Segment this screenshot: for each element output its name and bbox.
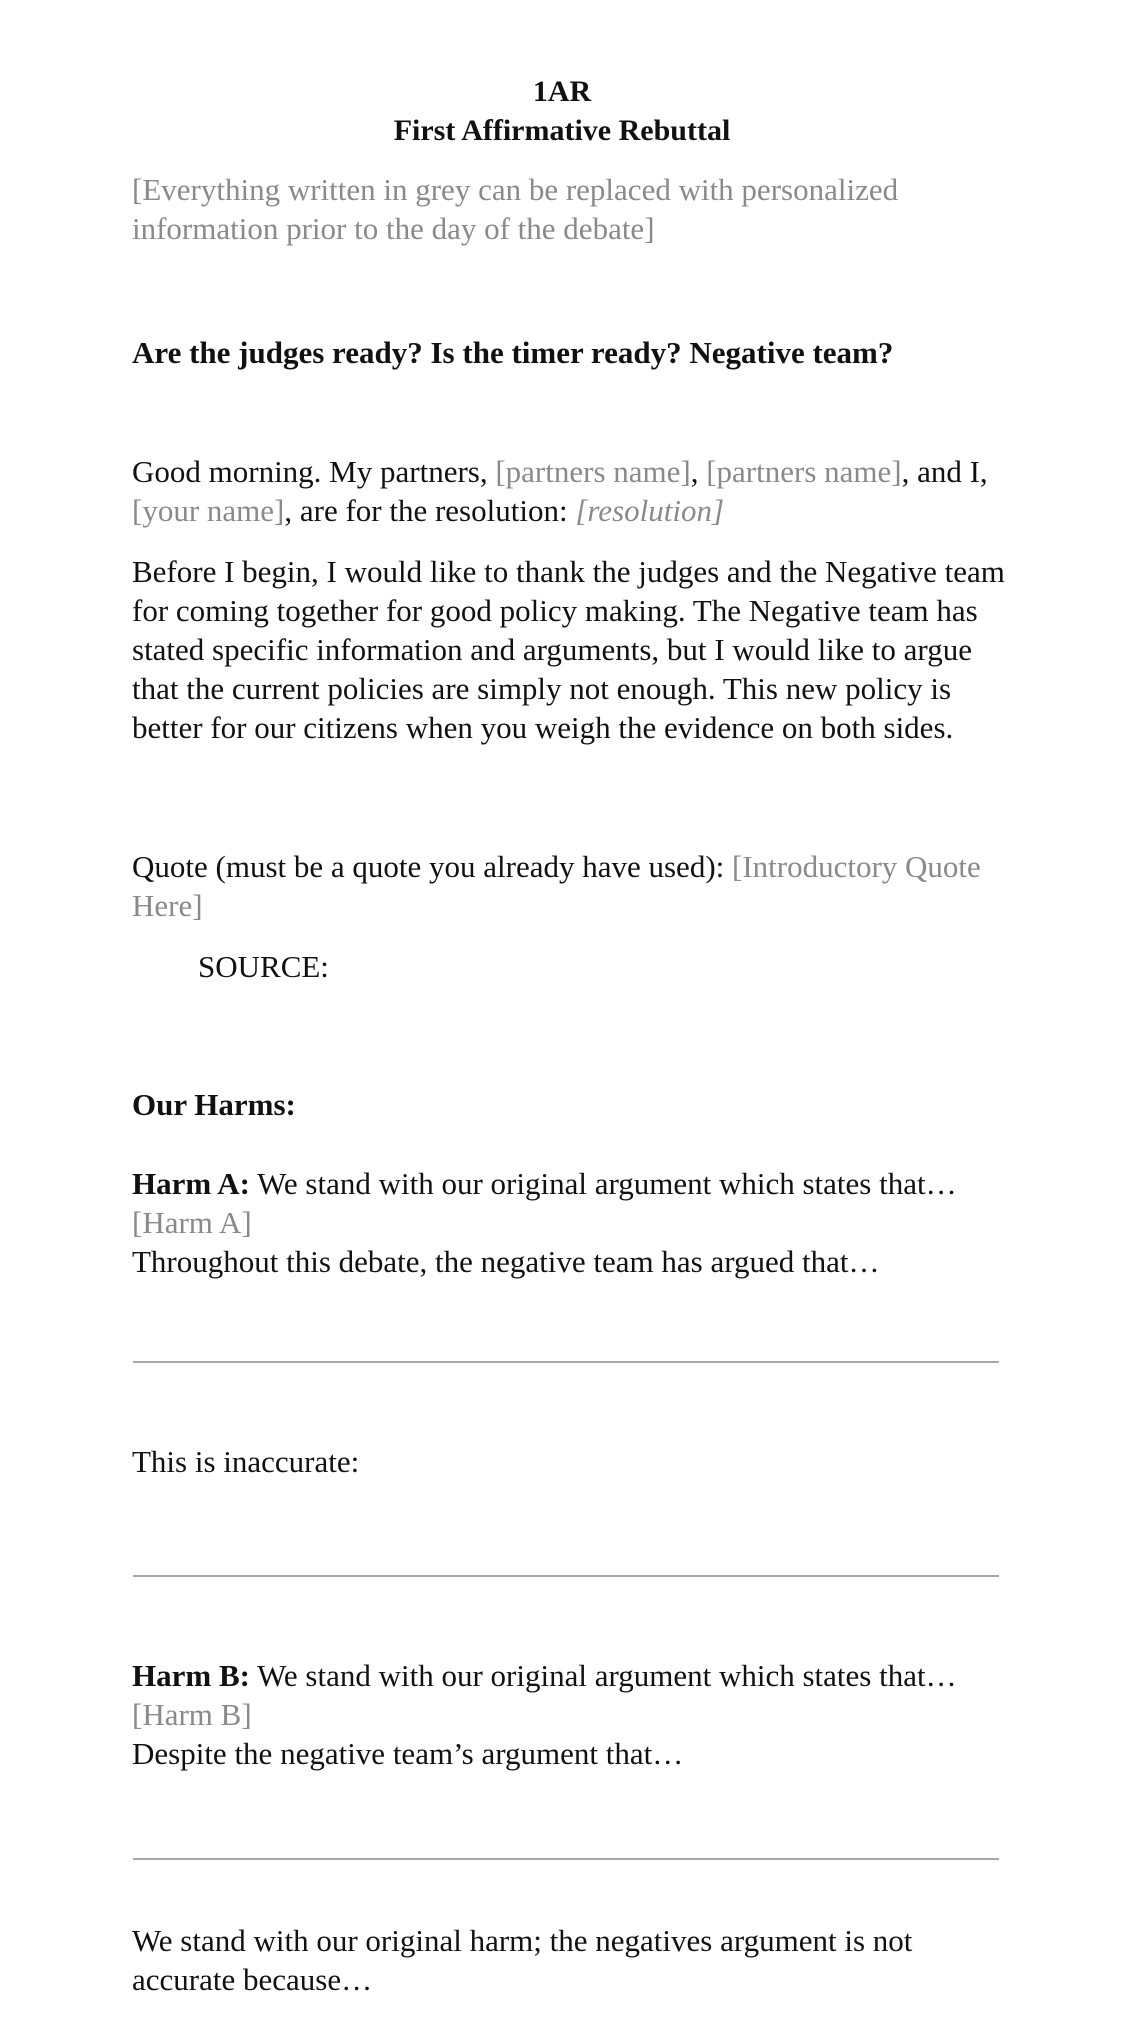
- answer-line-2: [133, 1575, 999, 1577]
- harm-a-label: Harm A:: [132, 1166, 250, 1201]
- quote-source-label: SOURCE:: [198, 949, 329, 984]
- harm-b-label: Harm B:: [132, 1658, 250, 1693]
- answer-line-1: [133, 1361, 999, 1363]
- intro-paragraph: Before I begin, I would like to thank the judges and the Negative team for coming together for good policy making. The Negative team has stated specific information and arguments, but I would like to argue that the current policies are simply not enough. This new policy is better for our citizens when you weigh the evidence on both sides.: [132, 554, 1005, 745]
- greeting-paragraph: [132, 452, 1012, 530]
- harm-b-followup: Despite the negative team’s argument that…: [132, 1736, 684, 1771]
- document-title: First Affirmative Rebuttal: [393, 114, 731, 147]
- greeting-text-1: Good morning. My partners,: [132, 454, 496, 489]
- document-code: 1AR: [532, 75, 592, 108]
- quote-label: Quote (must be a quote you already have used):: [132, 849, 733, 884]
- quote-placeholder: [Introductory Quote Here]: [132, 849, 981, 923]
- opening-question: Are the judges ready? Is the timer ready? Negative team?: [132, 335, 894, 370]
- harm-b-text: We stand with our original argument which states that…: [249, 1658, 957, 1693]
- partner-name-placeholder-1: [partners name]: [495, 454, 691, 489]
- document-header: [0, 72, 1124, 150]
- harm-a-placeholder: [Harm A]: [132, 1205, 252, 1240]
- your-name-placeholder: [your name]: [132, 493, 285, 528]
- harm-b-placeholder: [Harm B]: [132, 1697, 252, 1732]
- inaccurate-label: This is inaccurate:: [132, 1444, 360, 1479]
- partner-name-placeholder-2: [partners name]: [706, 454, 902, 489]
- closing-paragraph: We stand with our original harm; the negatives argument is not accurate because…: [132, 1923, 913, 1997]
- quote-line: [132, 847, 1012, 925]
- harm-a-followup: Throughout this debate, the negative team has argued that…: [132, 1244, 880, 1279]
- greeting-text-3: , are for the resolution:: [284, 493, 576, 528]
- harm-a-text: We stand with our original argument which states that…: [249, 1166, 957, 1201]
- harms-heading: Our Harms:: [132, 1087, 296, 1122]
- grey-instruction-note: [Everything written in grey can be replaced with personalized information prior to the day of the debate]: [132, 172, 899, 246]
- harm-a-paragraph: [132, 1164, 1012, 1281]
- greeting-text-2: , and I,: [901, 454, 988, 489]
- answer-line-3: [133, 1858, 999, 1860]
- resolution-placeholder: [resolution]: [575, 493, 725, 528]
- harm-b-paragraph: [132, 1656, 1012, 1773]
- greeting-comma: ,: [690, 454, 707, 489]
